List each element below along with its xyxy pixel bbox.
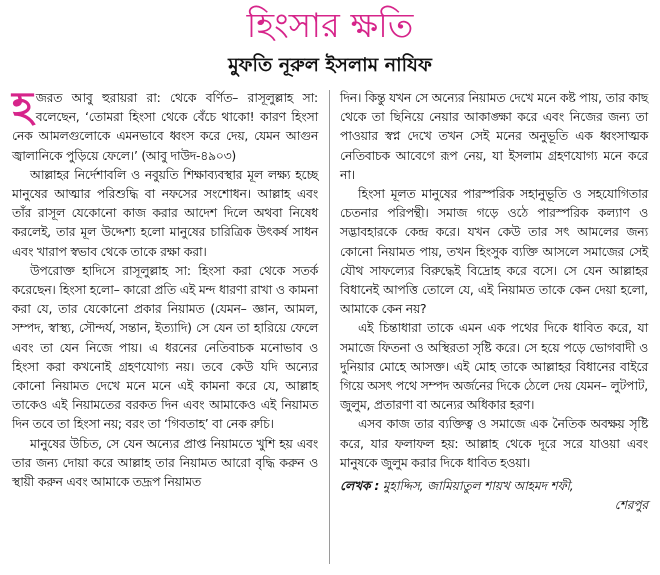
- paragraph-1: [12, 84, 318, 165]
- paragraph-3: উপরোক্ত হাদিসে রাসূলুল্লাহ সা: হিংসা করা থেকে সতর্ক করেছেন। হিংসা হলো– কারো প্রতি এই মন্দ ধারণা রাখা ও কামনা করা যে, তার যেকোনো প্রকার নিয়ামত (যেমন– জ্ঞান, আমল, সম্পদ, স্বাস্থ্য, সৌন্দর্য, সন্তান, ইত্যাদি) সে যেন তা হারিয়ে ফেলে এবং তা যেন নিজে পায়। এ ধরনের নেতিবাচক মনোভাব ও হিংসা করা কখনোই গ্রহণযোগ্য নয়। তবে কেউ যদি অন্যের কোনো নিয়ামত দেখে মনে মনে এই কামনা করে যে, আল্লাহ তাকেও এই নিয়ামতের বরকত দিন এবং আমাকেও এই নিয়ামত দিন তবে তা হিংসা নয়; বরং তা ‘গিবতাহ’ বা নেক রুচি।: [12, 262, 318, 432]
- paragraph-7: এই চিন্তাধারা তাকে এমন এক পথের দিকে ধাবিত করে, যা সমাজে ফিতনা ও অস্থিরতা সৃষ্টি করে। সে হয়ে পড়ে ভোগবাদী ও দুনিয়ার মোহে আসক্ত। এই মোহ তাকে আল্লাহর বিধানের বাইরে গিয়ে অসৎ পথে সম্পদ অর্জনের দিকে ঠেলে দেয় যেমন– লুটপাট, জুলুম, প্রতারণা বা অন্যের অধিকার হরণ।: [340, 320, 648, 413]
- right-column: [340, 88, 648, 514]
- paragraph-1-text: জরত আবু হুরায়রা রা: থেকে বর্ণিত– রাসূলুল্লাহ সা: বলেছেন, ‘তোমরা হিংসা থেকে বেঁচে থাকো! কারণ হিংসা নেক আমলগুলোকে এমনভাবে ধ্বংস করে দেয়, যেমন আগুন জ্বালানিকে পুড়িয়ে ফেলে।’ (আবু দাউদ-৪৯০৩): [12, 90, 318, 163]
- column-divider: [329, 90, 330, 564]
- paragraph-2: আল্লাহর নির্দেশাবলি ও নবুয়তি শিক্ষাব্যবস্থার মূল লক্ষ্য হচ্ছে মানুষের আত্মার পরিশুদ্ধি বা নফসের সংশোধন। আল্লাহ এবং তাঁর রাসূল যেকোনো কাজ করার আদেশ দিলে অথবা নিষেধ করলেই, তার মূল উদ্দেশ্য হলো মানুষের চারিত্রিক উৎকর্ষ সাধন এবং খারাপ স্বভাব থেকে তাকে রক্ষা করা।: [12, 166, 318, 259]
- author-label: লেখক :: [340, 478, 380, 494]
- drop-cap: হ: [12, 84, 33, 130]
- author-text: মুহাদ্দিস, জামিয়াতুল শায়খ আহমদ শফী,: [382, 478, 574, 494]
- paragraph-5: দিন। কিন্তু যখন সে অন্যের নিয়ামত দেখে মনে কষ্ট পায়, তার কাছ থেকে তা ছিনিয়ে নেয়ার আকাঙ্ক্ষা করে এবং নিজের জন্য তা পাওয়ার স্বপ্ন দেখে তখন সেই মনের অনুভূতি এক ধ্বংসাত্মক নেতিবাচক আবেগে রূপ নেয়, যা ইসলাম গ্রহণযোগ্য মনে করে না।: [340, 90, 648, 182]
- author-place: শেরপুর: [614, 497, 648, 513]
- paragraph-6: হিংসা মূলত মানুষের পারস্পরিক সহানুভূতি ও সহযোগিতার চেতনার পরিপন্থী। সমাজ গড়ে ওঠে পারস্পরিক কল্যাণ ও সদ্ভাবহারকে কেন্দ্র করে। যখন কেউ তার সৎ আমলের জন্য কোনো নিয়ামত পায়, তখন হিংসুক ব্যক্তি আসলে সমাজের সেই যৌথ সাফল্যের বিরুদ্ধেই বিদ্রোহ করে বসে। সে যেন আল্লাহর বিধানেই আপত্তি তোলে যে, এই নিয়ামত তাকে কেন দেয়া হলো, আমাকে কেন নয়?: [340, 186, 648, 317]
- article-byline: মুফতি নূরুল ইসলাম নাযিফ: [228, 54, 432, 76]
- article-title: হিংসার ক্ষতি: [246, 6, 414, 46]
- author-credit: [340, 476, 648, 495]
- left-column: [12, 84, 318, 491]
- paragraph-4: মানুষের উচিত, সে যেন অন্যের প্রাপ্ত নিয়ামতে খুশি হয় এবং তার জন্য দোয়া করে আল্লাহ তার নিয়ামত আরো বৃদ্ধি করুন ও স্থায়ী করুন এবং আমাকে তদ্রূপ নিয়ামত: [12, 435, 318, 490]
- paragraph-8: এসব কাজ তার ব্যক্তিত্ব ও সমাজে এক নৈতিক অবক্ষয় সৃষ্টি করে, যার ফলাফল হয়: আল্লাহ থেকে দূরে সরে যাওয়া এবং মানুষকে জুলুম করার দিকে ধাবিত হওয়া।: [340, 416, 648, 470]
